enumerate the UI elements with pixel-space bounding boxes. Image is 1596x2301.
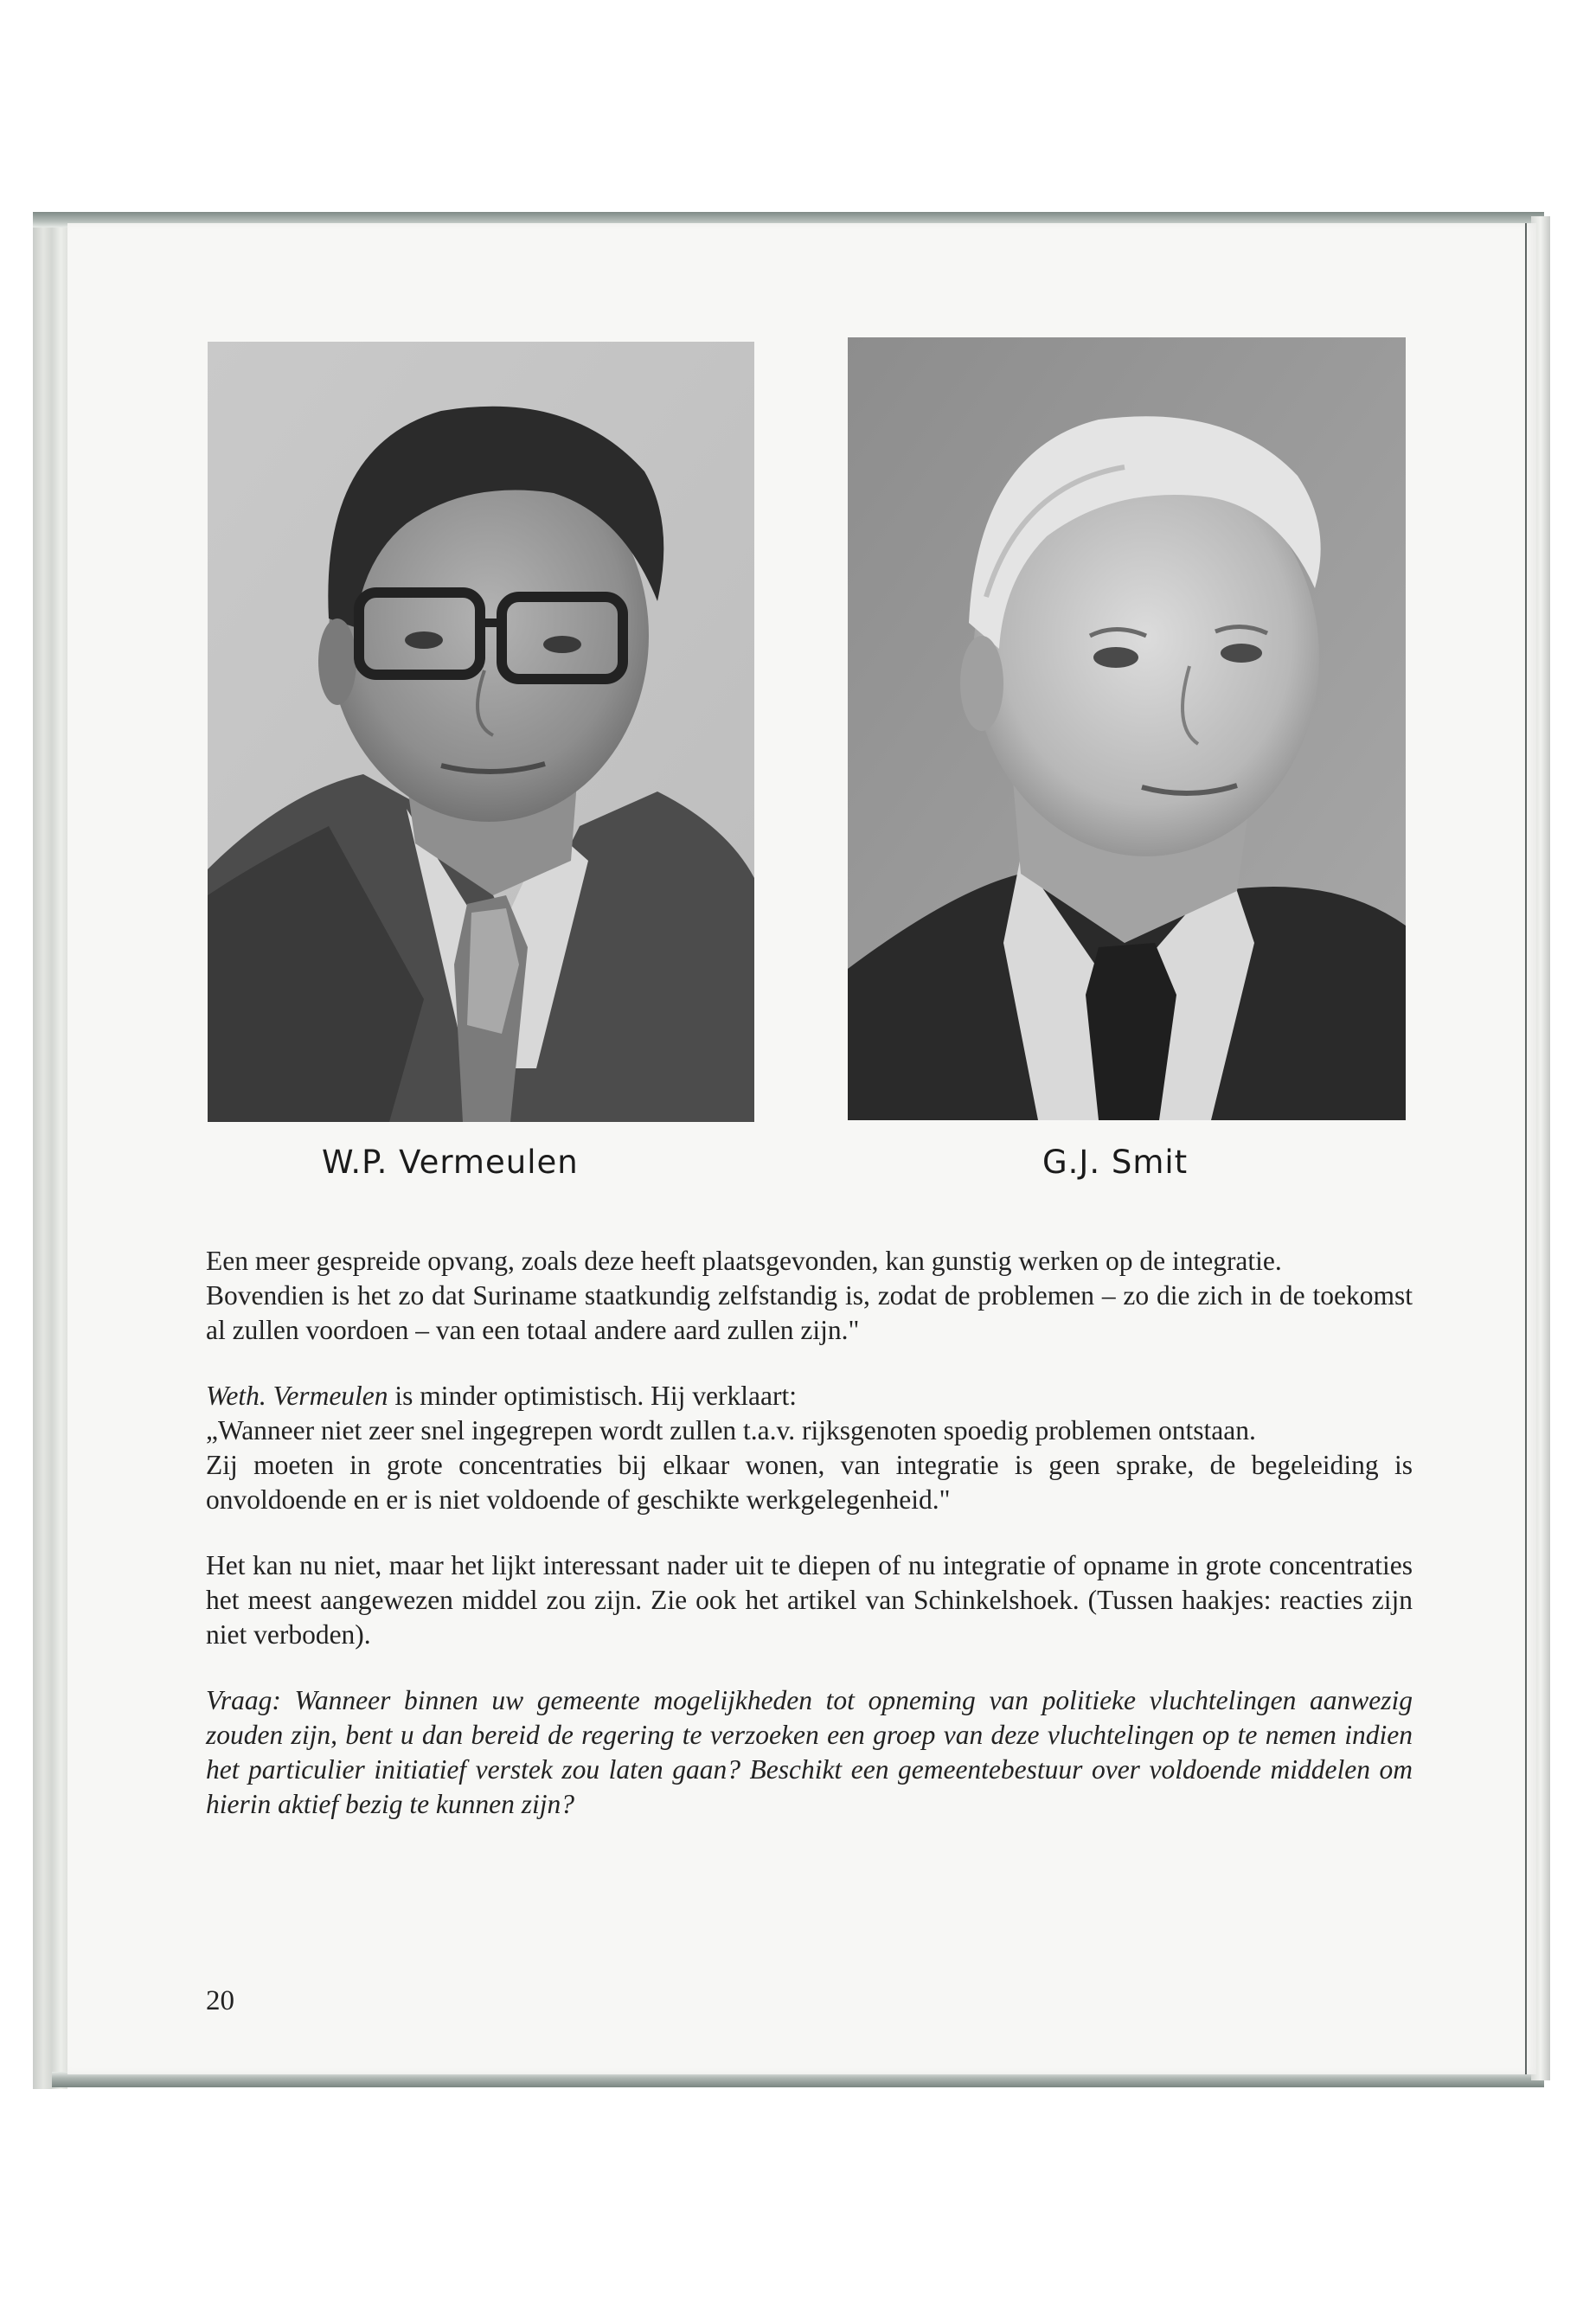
paragraph: „Wanneer niet zeer snel ingegrepen wordt zullen t.a.v. rijksgenoten spoedig problemen ontstaan. — [206, 1415, 1256, 1445]
page-fold-line — [1525, 223, 1527, 2074]
photo-caption-vermeulen: W.P. Vermeulen — [322, 1144, 579, 1181]
portrait-photo-smit — [848, 337, 1406, 1120]
book-page-edges-left — [33, 212, 67, 2089]
paragraph: Een meer gespreide opvang, zoals deze heeft plaatsgevonden, kan gunstig werken op de integratie. — [206, 1246, 1282, 1276]
page-number: 20 — [206, 1985, 234, 2016]
paragraph: Het kan nu niet, maar het lijkt interessant nader uit te diepen of nu integratie of opname in grote concentraties het meest aangewezen middel zou zijn. Zie ook het artikel van Schinkelshoek. (Tussen haakjes: reacties zijn niet verboden). — [206, 1550, 1413, 1650]
paragraph: Bovendien is het zo dat Suriname staatkundig zelfstandig is, zodat de problemen – zo die zich in de toekomst al zullen voordoen – van een totaal andere aard zullen zijn." — [206, 1280, 1413, 1345]
paragraph-text: is minder optimistisch. Hij verklaart: — [388, 1381, 797, 1411]
portrait-photo-vermeulen — [208, 342, 754, 1122]
portrait-photo-icon — [208, 342, 754, 1122]
paragraph: Zij moeten in grote concentraties bij elkaar wonen, van integratie is geen sprake, de begeleiding is onvoldoende en er is niet voldoende of geschikte werkgelegenheid." — [206, 1450, 1413, 1515]
paragraph — [206, 1379, 1413, 1413]
photo-caption-smit: G.J. Smit — [1042, 1144, 1189, 1181]
portrait-photo-icon — [848, 337, 1406, 1120]
question-paragraph: Vraag: Wanneer binnen uw gemeente mogelijkheden tot opneming van politieke vluchtelingen aanwezig zouden zijn, bent u dan bereid de regering te verzoeken een groep van deze vluchtelingen op te nemen indien het particulier initiatief verstek zou laten gaan? Beschikt een gemeentebestuur over voldoende middelen om hierin aktief bezig te kunnen zijn? — [206, 1685, 1413, 1819]
article-text — [206, 1244, 1413, 1822]
speaker-name: Weth. Vermeulen — [206, 1381, 388, 1411]
